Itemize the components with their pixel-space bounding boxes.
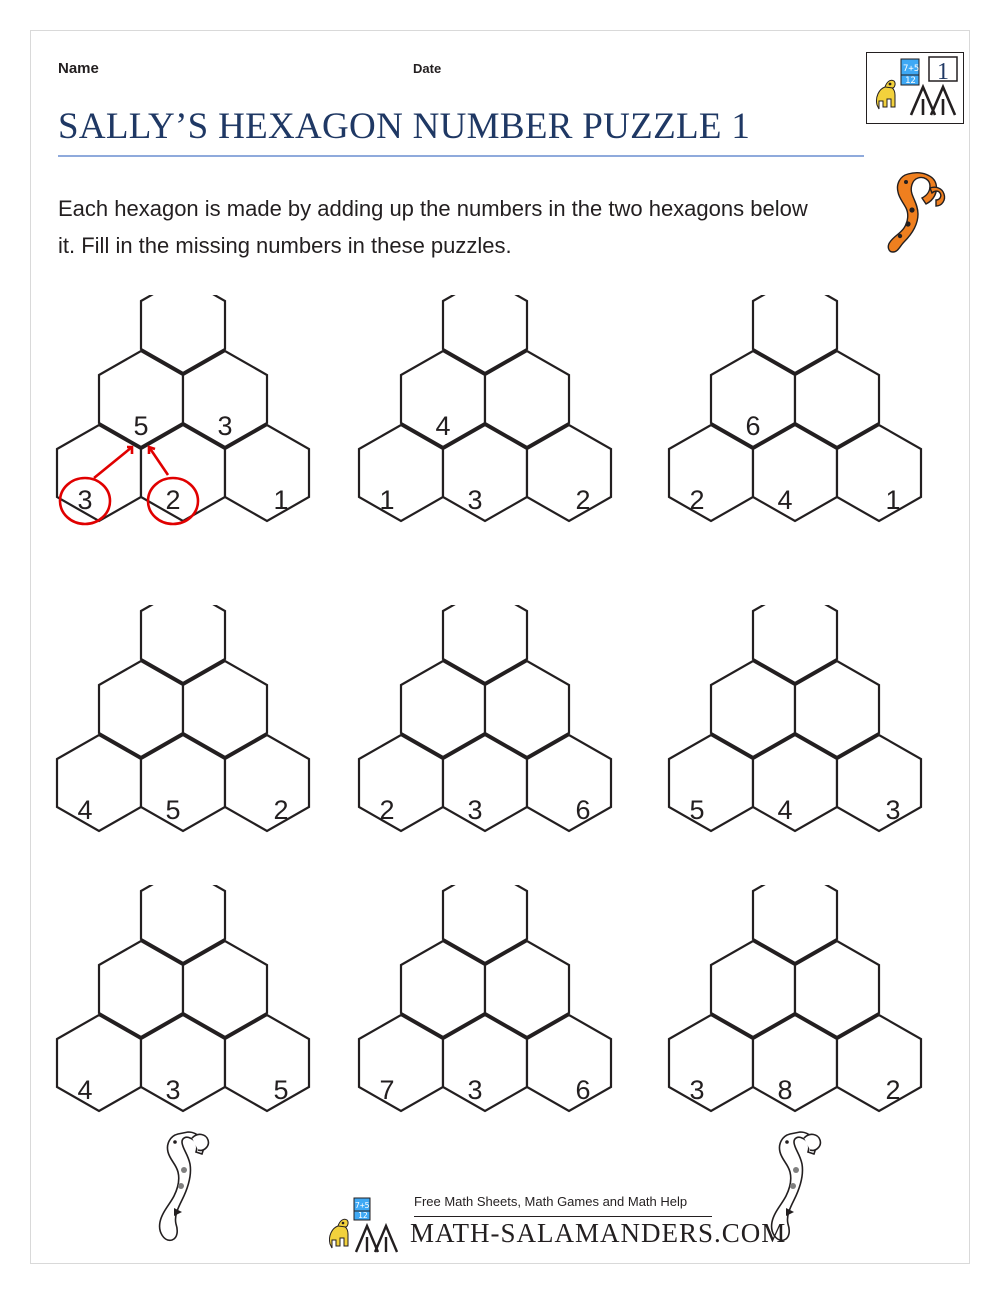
decoration-salamander-bottom-left	[148, 1128, 218, 1250]
cell-bot-1-value: 4	[77, 795, 93, 825]
svg-text:7+5: 7+5	[355, 1201, 370, 1210]
puzzle-5	[330, 605, 630, 855]
svg-text:12: 12	[905, 76, 916, 86]
page-border-right	[969, 30, 970, 1264]
cell-bot-1-value: 4	[77, 1075, 93, 1105]
cell-mid-1-value: 4	[435, 411, 451, 441]
cell-bot-3-value: 1	[885, 485, 901, 515]
outline-salamander-icon	[148, 1128, 218, 1250]
puzzle-7	[28, 885, 328, 1135]
cell-bot-3-value: 5	[273, 1075, 289, 1105]
cell-bot-2-value: 3	[467, 795, 483, 825]
footer	[322, 1190, 787, 1260]
cell-bot-3-value: 6	[575, 795, 591, 825]
cell-bot-3-value: 2	[273, 795, 289, 825]
cell-bot-1-value: 2	[379, 795, 395, 825]
instructions-text: Each hexagon is made by adding up the numbers in the two hexagons below it. Fill in the missing numbers in these puzzles.	[58, 196, 808, 258]
cell-bot-3-value: 3	[885, 795, 901, 825]
cell-bot-1-value: 2	[689, 485, 705, 515]
cell-bot-1-value: 7	[379, 1075, 395, 1105]
puzzle-6	[640, 605, 940, 855]
cell-bot-3-value: 2	[575, 485, 591, 515]
cell-bot-2-value: 3	[165, 1075, 181, 1105]
math-salamanders-logo-icon	[322, 1194, 408, 1260]
cell-bot-2-value: 3	[467, 1075, 483, 1105]
cell-mid-1-value: 6	[745, 411, 761, 441]
cell-bot-2-value: 8	[777, 1075, 793, 1105]
cell-bot-3-value: 2	[885, 1075, 901, 1105]
logo-badge	[866, 52, 964, 124]
cell-bot-2-value: 3	[467, 485, 483, 515]
math-salamanders-logo-icon	[867, 53, 963, 123]
cell-bot-3-value: 6	[575, 1075, 591, 1105]
hex-grid	[57, 295, 309, 521]
puzzle-8	[330, 885, 630, 1135]
date-label: Date	[413, 61, 442, 76]
orange-salamander-icon	[878, 166, 956, 258]
puzzle-9	[640, 885, 940, 1135]
cell-bot-3-value: 1	[273, 485, 289, 515]
title-divider	[58, 155, 864, 157]
cell-bot-2-value: 4	[777, 795, 793, 825]
cell-bot-2-value: 5	[165, 795, 181, 825]
cell-bot-2-value: 4	[777, 485, 793, 515]
footer-url[interactable]: MATH-SALAMANDERS.COM	[410, 1218, 787, 1248]
decoration-salamander-top	[878, 166, 956, 258]
cell-bot-1-value: 1	[379, 485, 395, 515]
puzzle-3	[640, 295, 940, 545]
cell-mid-2-value: 3	[217, 411, 233, 441]
puzzle-1	[28, 295, 328, 545]
puzzle-4	[28, 605, 328, 855]
cell-bot-2-value: 2	[165, 485, 181, 515]
puzzle-2	[330, 295, 630, 545]
cell-bot-1-value: 3	[77, 485, 93, 515]
page-border-top	[30, 30, 970, 31]
cell-bot-1-value: 3	[689, 1075, 705, 1105]
cell-bot-1-value: 5	[689, 795, 705, 825]
cell-mid-1-value: 5	[133, 411, 149, 441]
name-label: Name	[58, 60, 99, 77]
badge-number: 1	[937, 59, 949, 85]
footer-tagline: Free Math Sheets, Math Games and Math Help	[414, 1194, 688, 1209]
svg-text:7+5: 7+5	[903, 64, 920, 74]
svg-text:12: 12	[358, 1211, 368, 1220]
page-border-bottom	[30, 1263, 970, 1264]
footer-divider	[414, 1216, 712, 1217]
page-title: SALLY’S HEXAGON NUMBER PUZZLE 1	[58, 106, 751, 147]
